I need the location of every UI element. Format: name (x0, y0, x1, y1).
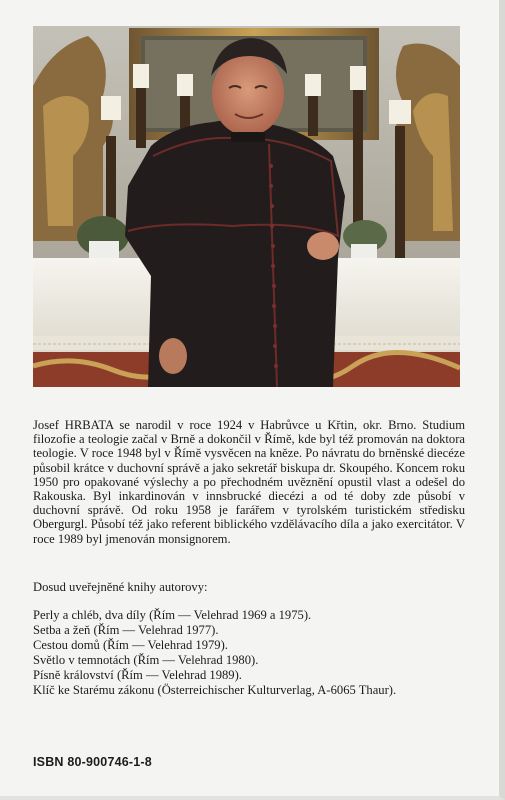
list-item: Písně království (Řím — Velehrad 1989). (33, 668, 242, 682)
biography-text: Josef HRBATA se narodil v roce 1924 v Habrůvce u Křtin, okr. Brno. Studium filozofie a teologie začal v Brně a dokončil v Římě, kde byl též promován na doktora teologie. V roce 1948 byl v Římě vysvěcen na kněze. Po návratu do brněnské diecéze působil krátce v duchovní správě a jako sekretář biskupa dr. Skoupého. Koncem roku 1950 pro opakované výslechy a po přechodném uvěznění opustil vlast a odešel do Rakouska. Byl inkardinován v innsbrucké diecézi a od té doby zde působí v duchovní správě. Od roku 1958 je farářem v tyrolském turistickém středisku Obergurgl. Působí též jako referent biblického vzdělávacího díla a jako exercitátor. V roce 1989 byl jmenován monsignorem. (33, 418, 465, 546)
isbn-number: ISBN 80-900746-1-8 (33, 755, 152, 769)
author-portrait-photo (33, 26, 460, 387)
list-item: Setba a žeň (Řím — Velehrad 1977). (33, 623, 219, 637)
books-list (33, 608, 473, 698)
list-item: Perly a chléb, dva díly (Řím — Velehrad 1969 a 1975). (33, 608, 312, 622)
list-item: Klíč ke Starému zákonu (Österreichischer Kulturverlag, A-6065 Thaur). (33, 683, 397, 697)
list-item: Cestou domů (Řím — Velehrad 1979). (33, 638, 228, 652)
list-item: Světlo v temnotách (Řím — Velehrad 1980). (33, 653, 259, 667)
books-heading: Dosud uveřejněné knihy autorovy: (33, 580, 208, 594)
portrait-photo-icon (33, 26, 460, 387)
author-biography (33, 418, 465, 546)
